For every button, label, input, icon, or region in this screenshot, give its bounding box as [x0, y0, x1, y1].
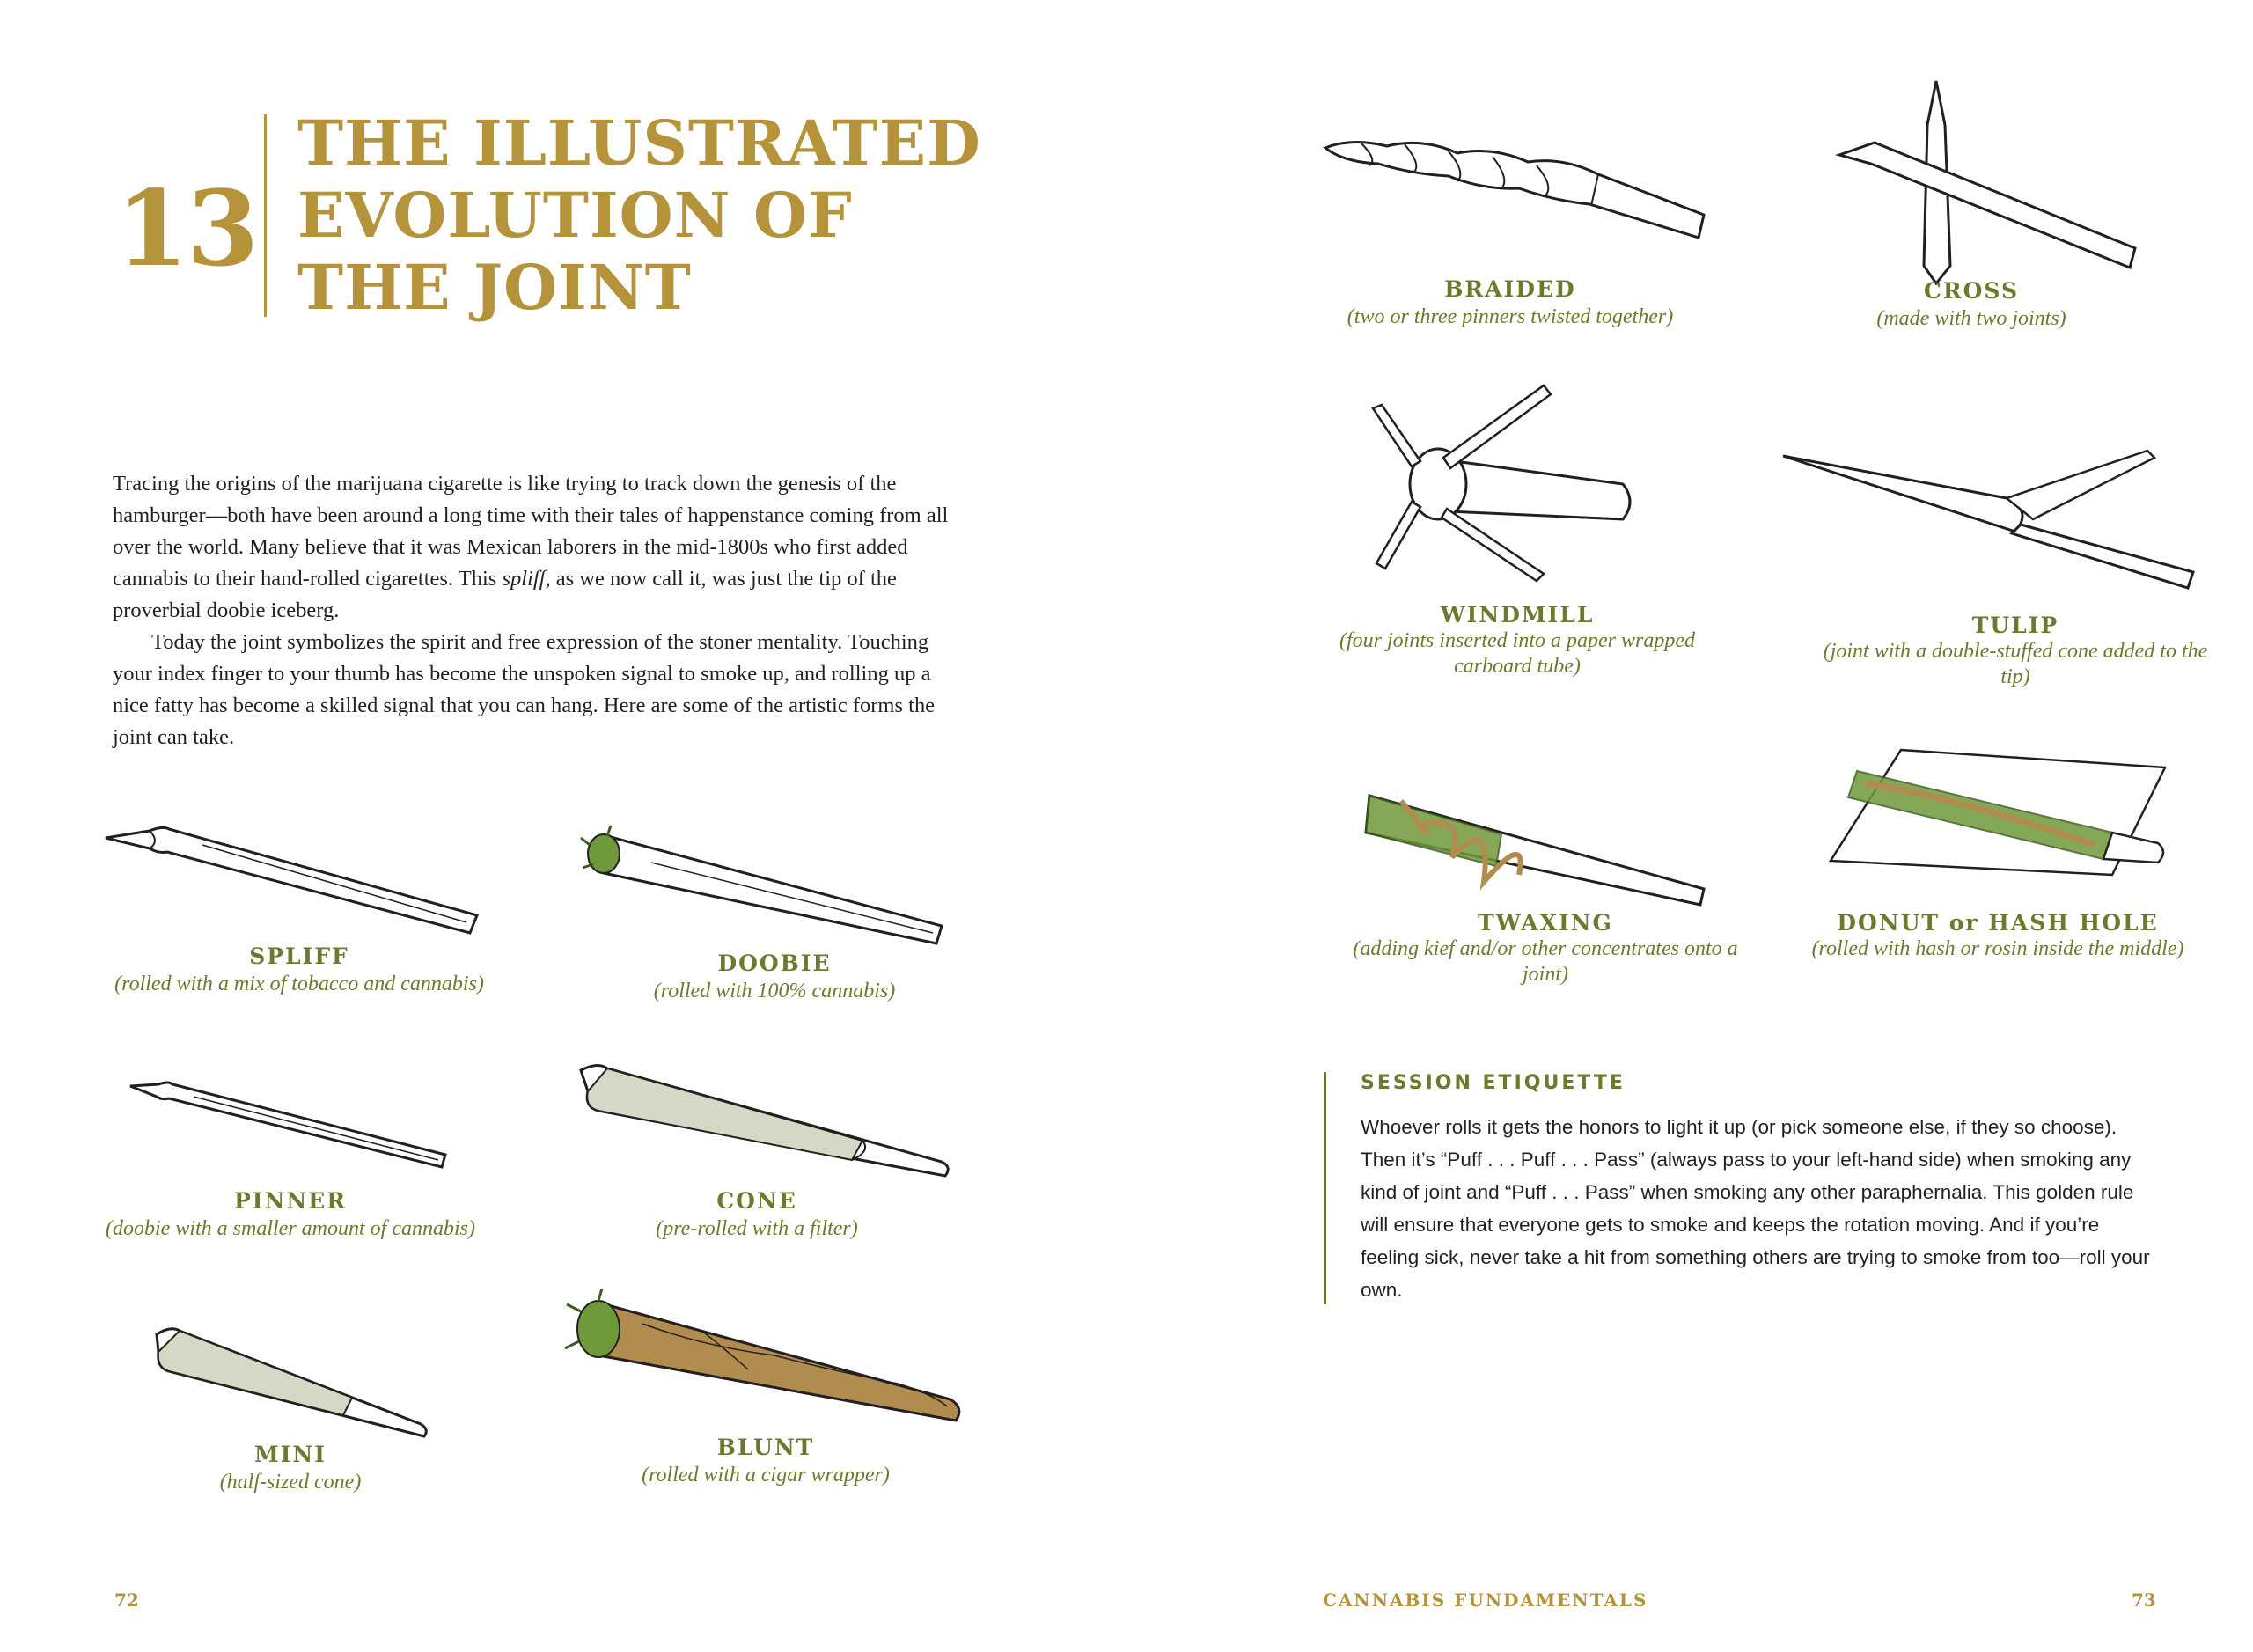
left-page [0, 0, 1126, 1652]
blunt-description: (rolled with a cigar wrapper) [642, 1464, 890, 1487]
mini-description: (half-sized cone) [219, 1471, 362, 1494]
right-page [1126, 0, 2253, 1652]
donut-description: (rolled with hash or rosin inside the middle) [1811, 937, 2184, 960]
cross-illustration [1822, 72, 2156, 301]
cross-description: (made with two joints) [1876, 307, 2066, 330]
blunt-illustration [563, 1285, 968, 1435]
running-head: CANNABIS FUNDAMENTALS [1323, 1590, 1648, 1611]
etiquette-divider [1324, 1072, 1326, 1304]
windmill-label: WINDMILL [1440, 602, 1595, 628]
cross-label: CROSS [1923, 278, 2019, 304]
windmill-illustration [1359, 370, 1676, 581]
intro-paragraph-1 [113, 468, 958, 627]
braided-description: (two or three pinners twisted together) [1347, 305, 1674, 328]
mini-illustration [150, 1320, 440, 1435]
tulip-description: (joint with a double-stuffed cone added to the tip) [1823, 640, 2208, 688]
chapter-title-line-2: EVOLUTION OF [297, 179, 853, 252]
etiquette-heading: SESSION ETIQUETTE [1361, 1072, 1626, 1094]
chapter-title [297, 106, 981, 324]
cone-description: (pre-rolled with a filter) [656, 1217, 858, 1240]
left-page-number: 72 [114, 1590, 139, 1611]
right-page-number: 73 [2132, 1590, 2156, 1611]
twaxing-illustration [1352, 778, 1721, 910]
blunt-label: BLUNT [716, 1435, 815, 1460]
braided-illustration [1317, 130, 1721, 253]
donut-label: DONUT or HASH HOLE [1837, 910, 2159, 936]
cone-illustration [572, 1056, 959, 1179]
chapter-title-line-3: THE JOINT [297, 251, 692, 324]
doobie-label: DOOBIE [717, 951, 832, 976]
chapter-divider [264, 114, 267, 317]
braided-label: BRAIDED [1444, 276, 1576, 302]
intro-p1-a: Tracing the origins of the marijuana cigarette is like trying to track down the genesis of the hamburger—both have been around a long time with their tales of happenstance coming from all over the world. Many believe that it was Mexican laborers in the mid-1800s who first added cannabis to their hand-rolled cigarettes. This [113, 472, 949, 591]
tulip-label: TULIP [1971, 613, 2059, 638]
chapter-number: 13 [116, 167, 258, 290]
spliff-label: SPLIFF [249, 943, 349, 969]
windmill-description: (four joints inserted into a paper wrapped carboard tube) [1339, 629, 1695, 678]
intro-p1-italic: spliff, [502, 567, 551, 591]
pinner-label: PINNER [233, 1188, 348, 1214]
mini-label: MINI [254, 1442, 327, 1467]
intro-paragraph-2: Today the joint symbolizes the spirit and free expression of the stoner mentality. Touching your index finger to your thumb has become the unspoken signal to smoke up, and rolling up a nice fatty has become a skilled signal that you can hang. Here are some of the artistic forms the joint can take. [113, 630, 936, 749]
pinner-illustration [123, 1076, 458, 1172]
doobie-description: (rolled with 100% cannabis) [653, 980, 896, 1002]
doobie-illustration [572, 819, 959, 951]
tulip-illustration [1778, 440, 2200, 590]
donut-illustration [1831, 746, 2183, 878]
etiquette-body: Whoever rolls it gets the honors to light it up (or pick someone else, if they so choose). Then it’s “Puff . . . Puff . . . Pass” (always pass to your left-hand side) when smoking any kind of joint and “Puff . . . Pass” when smoking any other paraphernalia. This golden rule will ensure that everyone gets to smoke and keeps the rotation moving. And if you’re feeling sick, never take a hit from something others are trying to smoke from too—roll your own. [1361, 1116, 2150, 1301]
twaxing-label: TWAXING [1478, 910, 1613, 936]
pinner-description: (doobie with a smaller amount of cannabis) [106, 1217, 475, 1240]
cone-label: CONE [716, 1188, 797, 1214]
intro-text [113, 468, 958, 753]
twaxing-description: (adding kief and/or other concentrates onto a joint) [1353, 937, 1738, 986]
chapter-title-line-1: THE ILLUSTRATED [297, 106, 981, 180]
spliff-illustration [97, 819, 484, 951]
intro-p1-b: as we now call it, was just the tip of the proverbial doobie iceberg. [113, 567, 897, 622]
spliff-description: (rolled with a mix of tobacco and cannabis) [114, 973, 484, 995]
